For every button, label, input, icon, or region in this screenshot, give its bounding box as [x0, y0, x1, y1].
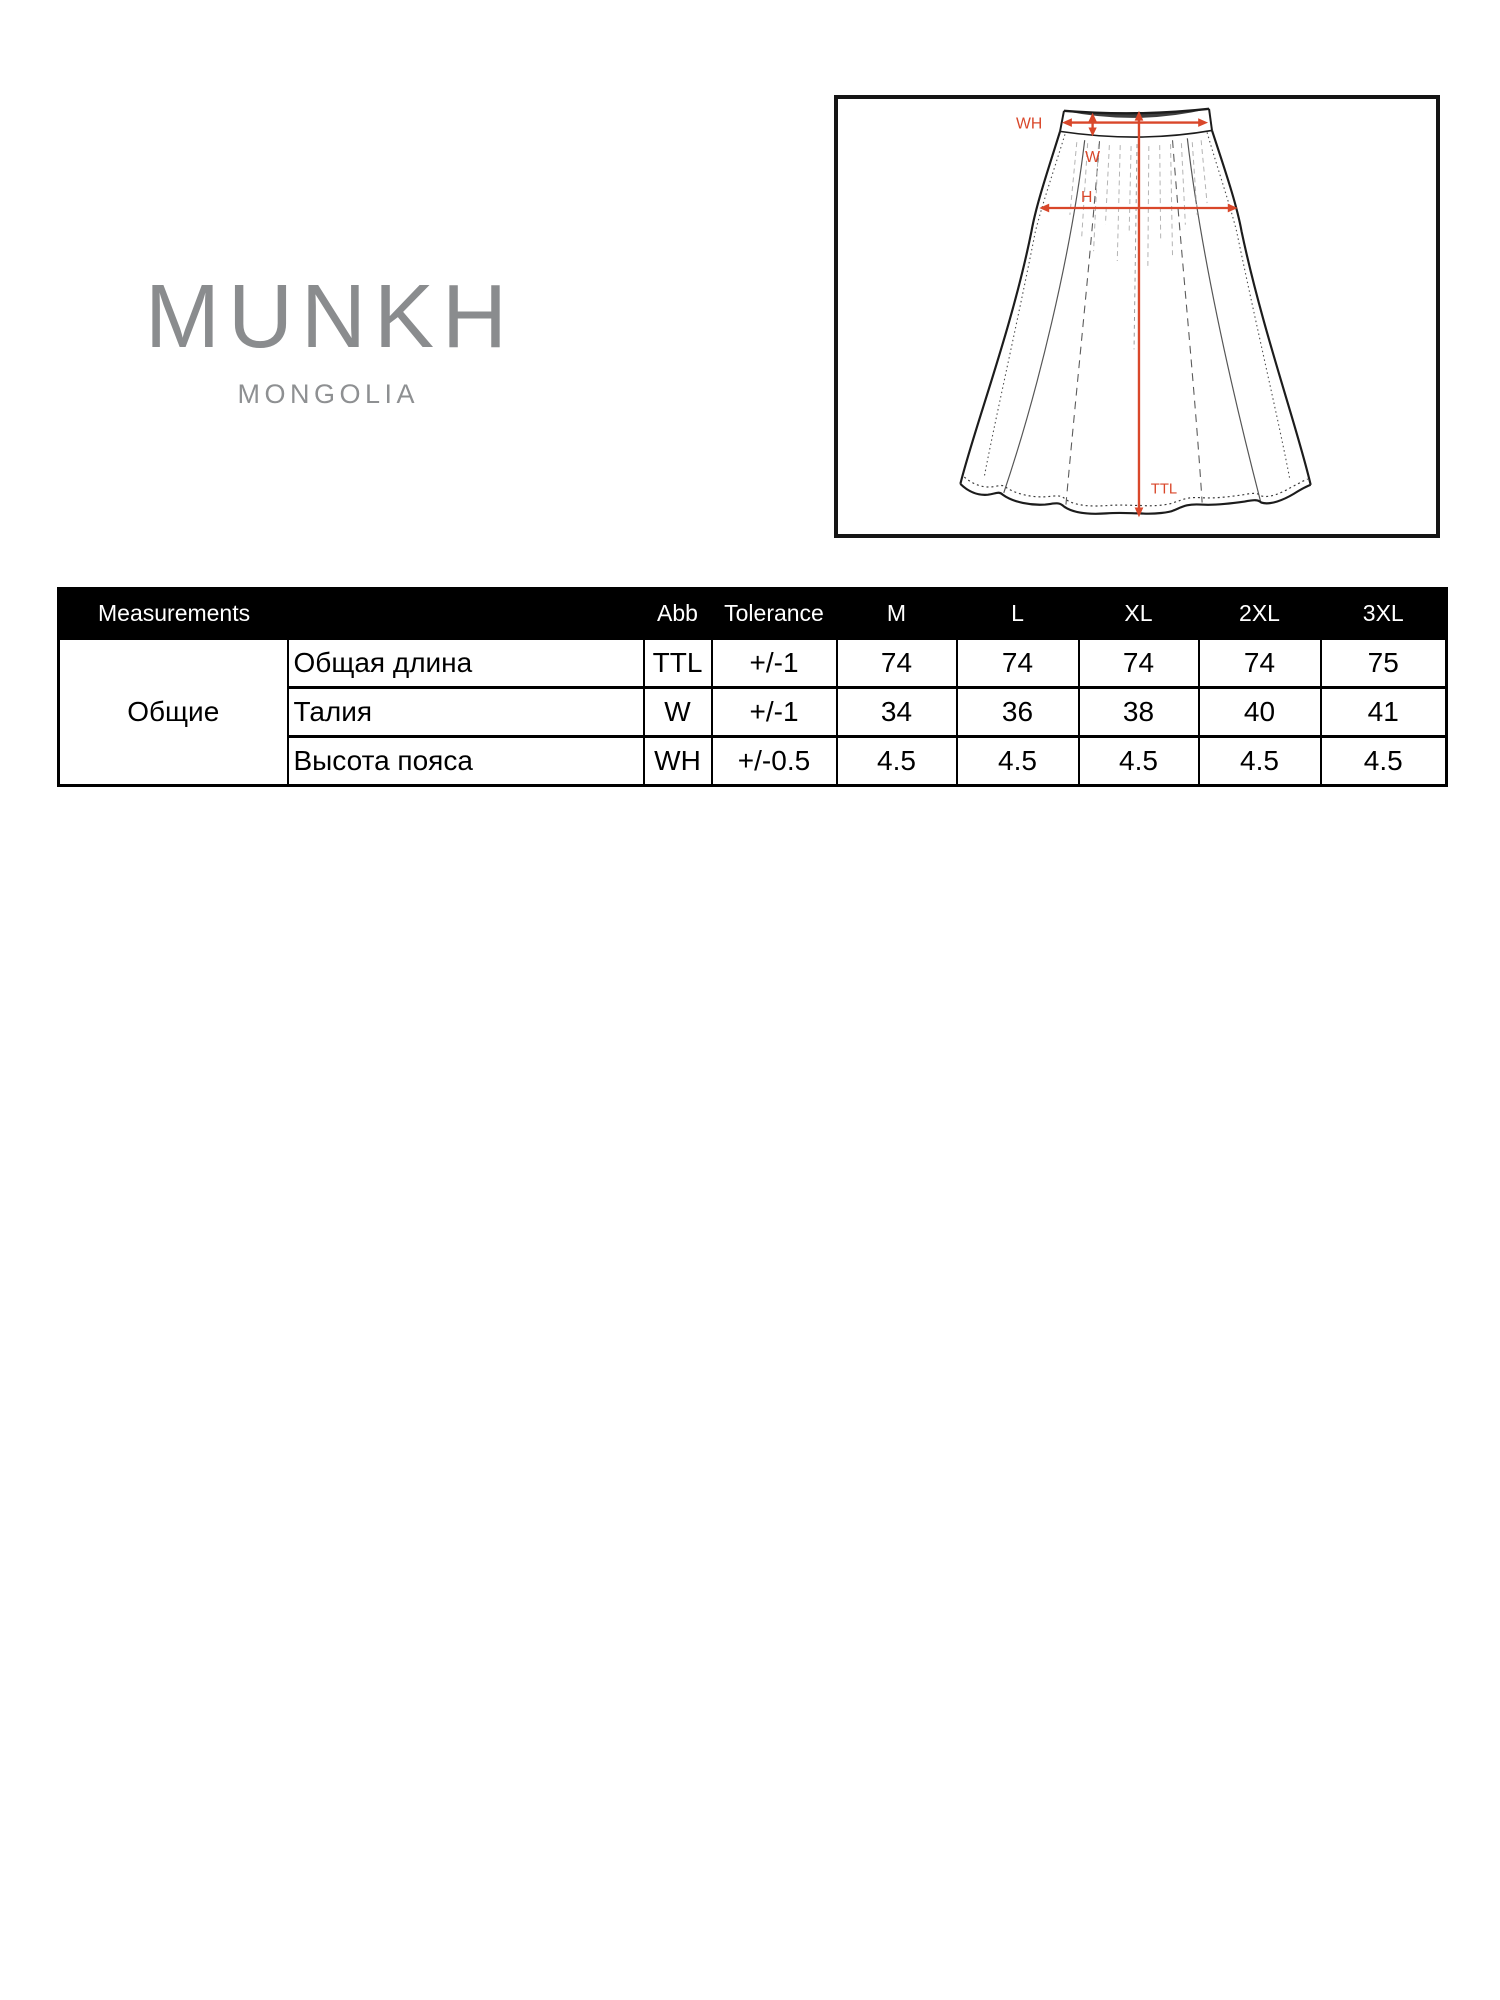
- measurement-name: Талия: [288, 688, 644, 737]
- skirt-outline: [960, 109, 1310, 514]
- header-size-2xl: 2XL: [1199, 589, 1321, 639]
- header-size-m: M: [837, 589, 957, 639]
- measurement-name: Общая длина: [288, 639, 644, 688]
- value-cell: 41: [1321, 688, 1447, 737]
- measurement-annotations: [1016, 111, 1238, 518]
- technical-drawing-box: [834, 95, 1440, 538]
- value-cell: 74: [1199, 639, 1321, 688]
- skirt-flat-drawing: [838, 99, 1436, 534]
- label-hip: H: [1080, 189, 1093, 207]
- measurement-table: [57, 587, 1448, 787]
- wh-arrow: [1062, 118, 1208, 127]
- tolerance-cell: +/-1: [712, 639, 837, 688]
- ttl-arrow: [1135, 111, 1144, 518]
- group-cell: Общие: [59, 639, 288, 786]
- header-abb: Abb: [644, 589, 712, 639]
- value-cell: 74: [837, 639, 957, 688]
- tolerance-cell: +/-1: [712, 688, 837, 737]
- abb-cell: WH: [644, 737, 712, 786]
- header-size-l: L: [957, 589, 1079, 639]
- label-total-length: TTL: [1150, 481, 1178, 498]
- measurement-name: Высота пояса: [288, 737, 644, 786]
- tolerance-cell: +/-0.5: [712, 737, 837, 786]
- value-cell: 4.5: [837, 737, 957, 786]
- header-size-xl: XL: [1079, 589, 1199, 639]
- value-cell: 36: [957, 688, 1079, 737]
- value-cell: 34: [837, 688, 957, 737]
- brand-region: MONGOLIA: [237, 379, 420, 409]
- brand-logo: [106, 267, 546, 409]
- value-cell: 4.5: [957, 737, 1079, 786]
- value-cell: 74: [1079, 639, 1199, 688]
- w-arrow: [1088, 113, 1096, 137]
- header-tolerance: Tolerance: [712, 589, 837, 639]
- value-cell: 40: [1199, 688, 1321, 737]
- table-row: [59, 639, 1447, 688]
- value-cell: 75: [1321, 639, 1447, 688]
- value-cell: 4.5: [1079, 737, 1199, 786]
- abb-cell: TTL: [644, 639, 712, 688]
- value-cell: 38: [1079, 688, 1199, 737]
- label-waistband-height: WH: [1015, 115, 1043, 133]
- header-measurements: Measurements: [59, 589, 644, 639]
- value-cell: 4.5: [1321, 737, 1447, 786]
- label-waist: W: [1085, 148, 1101, 166]
- brand-wordmark: MUNKH: [145, 267, 515, 367]
- value-cell: 74: [957, 639, 1079, 688]
- table-header-row: [59, 589, 1447, 639]
- value-cell: 4.5: [1199, 737, 1321, 786]
- header-size-3xl: 3XL: [1321, 589, 1447, 639]
- abb-cell: W: [644, 688, 712, 737]
